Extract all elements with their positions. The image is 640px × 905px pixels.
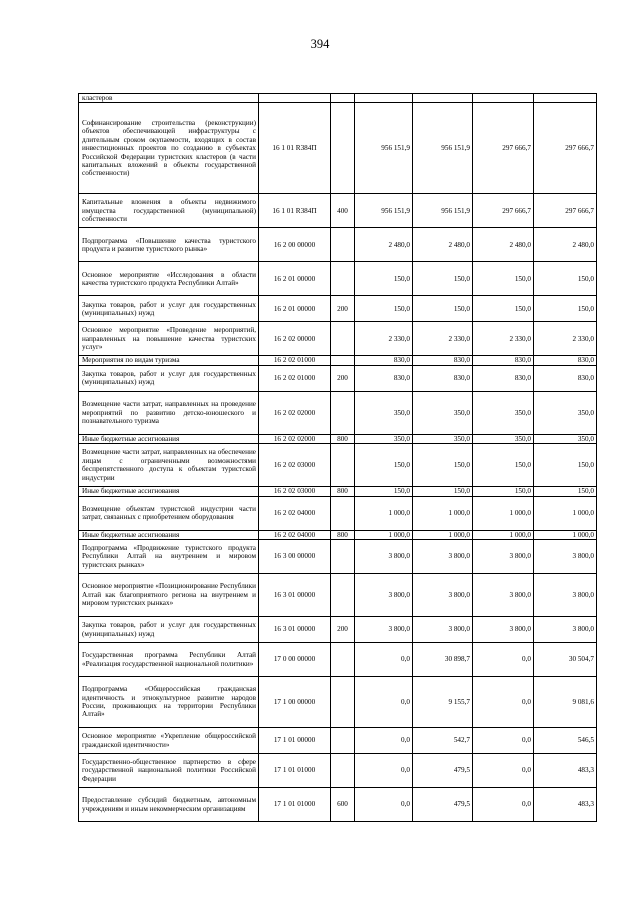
cell-code: 17 1 00 00000 [259,677,331,728]
cell-amount-1: 150,0 [355,487,413,496]
cell-code [259,94,331,103]
cell-expense-type: 600 [331,788,355,822]
cell-amount-1: 3 800,0 [355,540,413,574]
cell-amount-2: 150,0 [413,296,473,322]
cell-amount-3: 0,0 [473,728,534,754]
cell-code: 17 1 01 01000 [259,788,331,822]
cell-amount-4: 150,0 [534,444,597,487]
cell-expense-type: 400 [331,194,355,228]
cell-amount-4 [534,94,597,103]
cell-amount-4: 30 504,7 [534,643,597,677]
cell-amount-1: 0,0 [355,788,413,822]
cell-name: Иные бюджетные ассигнования [79,530,259,539]
table-row [79,754,597,788]
cell-code: 16 2 02 02000 [259,391,331,434]
cell-amount-4: 350,0 [534,391,597,434]
cell-name: Закупка товаров, работ и услуг для государственных (муниципальных) нужд [79,365,259,391]
cell-expense-type [331,103,355,194]
cell-amount-2: 479,5 [413,788,473,822]
budget-table [78,93,597,822]
cell-expense-type: 800 [331,487,355,496]
cell-amount-4: 483,3 [534,788,597,822]
table-row [79,643,597,677]
cell-amount-2: 150,0 [413,262,473,296]
cell-amount-3: 150,0 [473,487,534,496]
table-row [79,365,597,391]
cell-amount-2: 3 800,0 [413,617,473,643]
cell-code: 16 2 02 03000 [259,487,331,496]
table-row [79,487,597,496]
cell-expense-type [331,754,355,788]
cell-amount-3: 3 800,0 [473,617,534,643]
cell-name: Государственная программа Республики Алтай «Реализация государственной национальной политики» [79,643,259,677]
table-row [79,574,597,617]
cell-amount-1: 350,0 [355,391,413,434]
cell-code: 16 2 01 00000 [259,296,331,322]
cell-amount-4: 830,0 [534,356,597,365]
cell-amount-3: 3 800,0 [473,574,534,617]
cell-amount-1: 3 800,0 [355,617,413,643]
cell-code: 16 3 01 00000 [259,617,331,643]
cell-amount-3: 0,0 [473,788,534,822]
cell-name: Закупка товаров, работ и услуг для государственных (муниципальных) нужд [79,296,259,322]
cell-code: 16 2 02 03000 [259,444,331,487]
cell-amount-1: 0,0 [355,754,413,788]
table-row [79,444,597,487]
cell-amount-2: 30 898,7 [413,643,473,677]
cell-code: 16 2 02 00000 [259,322,331,356]
cell-name: Основное мероприятие «Позиционирование Республики Алтай как благоприятного региона на внутреннем и мировом туристских рынках» [79,574,259,617]
cell-amount-2: 3 800,0 [413,574,473,617]
cell-amount-3: 3 800,0 [473,540,534,574]
cell-amount-4: 2 480,0 [534,228,597,262]
cell-amount-1: 2 330,0 [355,322,413,356]
table-row [79,496,597,530]
cell-amount-4: 2 330,0 [534,322,597,356]
cell-name: Капитальные вложения в объекты недвижимого имущества государственной (муниципальной) собственности [79,194,259,228]
cell-amount-4: 830,0 [534,365,597,391]
cell-amount-1: 0,0 [355,643,413,677]
cell-name: Основное мероприятие «Укрепление общероссийской гражданской идентичности» [79,728,259,754]
table-row [79,228,597,262]
cell-amount-4: 1 000,0 [534,530,597,539]
cell-expense-type [331,262,355,296]
cell-amount-3: 350,0 [473,434,534,443]
cell-amount-3: 150,0 [473,262,534,296]
cell-expense-type: 800 [331,434,355,443]
cell-amount-4: 150,0 [534,296,597,322]
cell-amount-1: 0,0 [355,728,413,754]
cell-code: 17 0 00 00000 [259,643,331,677]
cell-code: 16 2 02 01000 [259,356,331,365]
cell-amount-3: 297 666,7 [473,194,534,228]
cell-amount-2: 830,0 [413,356,473,365]
cell-amount-4: 150,0 [534,487,597,496]
cell-expense-type [331,444,355,487]
table-row [79,94,597,103]
cell-amount-3: 1 000,0 [473,496,534,530]
cell-amount-1: 3 800,0 [355,574,413,617]
cell-name: Возмещение части затрат, направленных на обеспечение лицам с ограниченными возможностями беспрепятственного доступа к объектам туристской индустрии [79,444,259,487]
cell-code: 16 1 01 R384П [259,103,331,194]
cell-amount-3: 0,0 [473,754,534,788]
table-body [79,94,597,822]
cell-code: 16 3 00 00000 [259,540,331,574]
table-row [79,391,597,434]
cell-name: Иные бюджетные ассигнования [79,487,259,496]
cell-amount-4: 483,3 [534,754,597,788]
cell-code: 16 2 02 02000 [259,434,331,443]
table-row [79,617,597,643]
cell-name: Предоставление субсидий бюджетным, автономным учреждениям и иным некоммерческим организациям [79,788,259,822]
cell-amount-3 [473,94,534,103]
cell-code: 17 1 01 00000 [259,728,331,754]
cell-amount-2: 956 151,9 [413,194,473,228]
cell-name: кластеров [79,94,259,103]
cell-name: Государственно-общественное партнерство в сфере государственной национальной политики Российской Федерации [79,754,259,788]
cell-amount-1: 2 480,0 [355,228,413,262]
cell-amount-3: 1 000,0 [473,530,534,539]
cell-name: Основное мероприятие «Проведение мероприятий, направленных на повышение качества туристских услуг» [79,322,259,356]
cell-expense-type [331,322,355,356]
cell-expense-type: 200 [331,617,355,643]
cell-amount-4: 150,0 [534,262,597,296]
cell-name: Возмещение части затрат, направленных на проведение мероприятий по развитию детско-юношеского и познавательного туризма [79,391,259,434]
cell-amount-2: 3 800,0 [413,540,473,574]
cell-expense-type [331,677,355,728]
cell-amount-1: 150,0 [355,262,413,296]
cell-amount-2: 830,0 [413,365,473,391]
cell-amount-2: 2 480,0 [413,228,473,262]
cell-amount-4: 3 800,0 [534,540,597,574]
table-row [79,788,597,822]
cell-code: 17 1 01 01000 [259,754,331,788]
table-row [79,728,597,754]
cell-amount-2: 9 155,7 [413,677,473,728]
cell-code: 16 2 02 01000 [259,365,331,391]
table-row [79,103,597,194]
cell-amount-2 [413,94,473,103]
cell-expense-type [331,228,355,262]
cell-amount-1: 830,0 [355,365,413,391]
cell-name: Мероприятия по видам туризма [79,356,259,365]
cell-expense-type: 800 [331,530,355,539]
cell-expense-type [331,540,355,574]
cell-name: Закупка товаров, работ и услуг для государственных (муниципальных) нужд [79,617,259,643]
cell-amount-3: 0,0 [473,643,534,677]
cell-amount-1 [355,94,413,103]
cell-expense-type [331,356,355,365]
cell-amount-1: 956 151,9 [355,103,413,194]
cell-expense-type: 200 [331,365,355,391]
cell-expense-type [331,728,355,754]
cell-amount-2: 1 000,0 [413,496,473,530]
cell-amount-4: 3 800,0 [534,617,597,643]
cell-amount-4: 3 800,0 [534,574,597,617]
table-row [79,434,597,443]
table-row [79,322,597,356]
cell-amount-2: 542,7 [413,728,473,754]
cell-amount-3: 830,0 [473,365,534,391]
cell-amount-1: 150,0 [355,444,413,487]
table-row [79,677,597,728]
cell-amount-1: 1 000,0 [355,496,413,530]
cell-amount-3: 150,0 [473,296,534,322]
table-row [79,530,597,539]
cell-amount-1: 150,0 [355,296,413,322]
cell-amount-2: 150,0 [413,487,473,496]
cell-name: Основное мероприятие «Исследования в области качества туристского продукта Республики Алтай» [79,262,259,296]
table-row [79,194,597,228]
cell-expense-type [331,643,355,677]
cell-amount-2: 150,0 [413,444,473,487]
cell-amount-2: 479,5 [413,754,473,788]
cell-amount-1: 956 151,9 [355,194,413,228]
cell-expense-type [331,94,355,103]
cell-amount-1: 830,0 [355,356,413,365]
cell-amount-3: 297 666,7 [473,103,534,194]
cell-amount-3: 2 330,0 [473,322,534,356]
cell-name: Иные бюджетные ассигнования [79,434,259,443]
cell-name: Возмещение объектам туристской индустрии части затрат, связанных с приобретением оборудования [79,496,259,530]
table-row [79,356,597,365]
page-number: 394 [310,37,330,51]
cell-amount-1: 1 000,0 [355,530,413,539]
table-row [79,540,597,574]
cell-code: 16 2 02 04000 [259,530,331,539]
cell-amount-3: 350,0 [473,391,534,434]
cell-amount-3: 150,0 [473,444,534,487]
cell-amount-1: 350,0 [355,434,413,443]
cell-code: 16 1 01 R384П [259,194,331,228]
cell-amount-2: 2 330,0 [413,322,473,356]
cell-amount-2: 350,0 [413,434,473,443]
cell-name: Софинансирование строительства (реконструкции) объектов обеспечивающей инфраструктуры с длительным сроком окупаемости, входящих в состав инвестиционных проектов по созданию в субъектах Российской Федерации туристских кластеров (в части капитальных вложений в объекты государственной собственности) [79,103,259,194]
cell-expense-type [331,391,355,434]
cell-expense-type: 200 [331,296,355,322]
cell-amount-2: 956 151,9 [413,103,473,194]
cell-expense-type [331,496,355,530]
cell-code: 16 3 01 00000 [259,574,331,617]
cell-expense-type [331,574,355,617]
cell-code: 16 2 02 04000 [259,496,331,530]
table-row [79,262,597,296]
cell-amount-2: 1 000,0 [413,530,473,539]
cell-amount-3: 0,0 [473,677,534,728]
cell-amount-4: 297 666,7 [534,194,597,228]
table-row [79,296,597,322]
cell-amount-3: 2 480,0 [473,228,534,262]
cell-name: Подпрограмма «Продвижение туристского продукта Республики Алтай на внутреннем и мировом туристских рынках» [79,540,259,574]
cell-amount-4: 9 081,6 [534,677,597,728]
cell-code: 16 2 00 00000 [259,228,331,262]
cell-amount-4: 350,0 [534,434,597,443]
cell-amount-3: 830,0 [473,356,534,365]
cell-amount-4: 546,5 [534,728,597,754]
cell-name: Подпрограмма «Общероссийская гражданская идентичность и этнокультурное развитие народов России, проживающих на территории Республики Алтай» [79,677,259,728]
cell-code: 16 2 01 00000 [259,262,331,296]
cell-amount-1: 0,0 [355,677,413,728]
cell-amount-2: 350,0 [413,391,473,434]
cell-amount-4: 297 666,7 [534,103,597,194]
cell-name: Подпрограмма «Повышение качества туристского продукта и развитие туристского рынка» [79,228,259,262]
cell-amount-4: 1 000,0 [534,496,597,530]
